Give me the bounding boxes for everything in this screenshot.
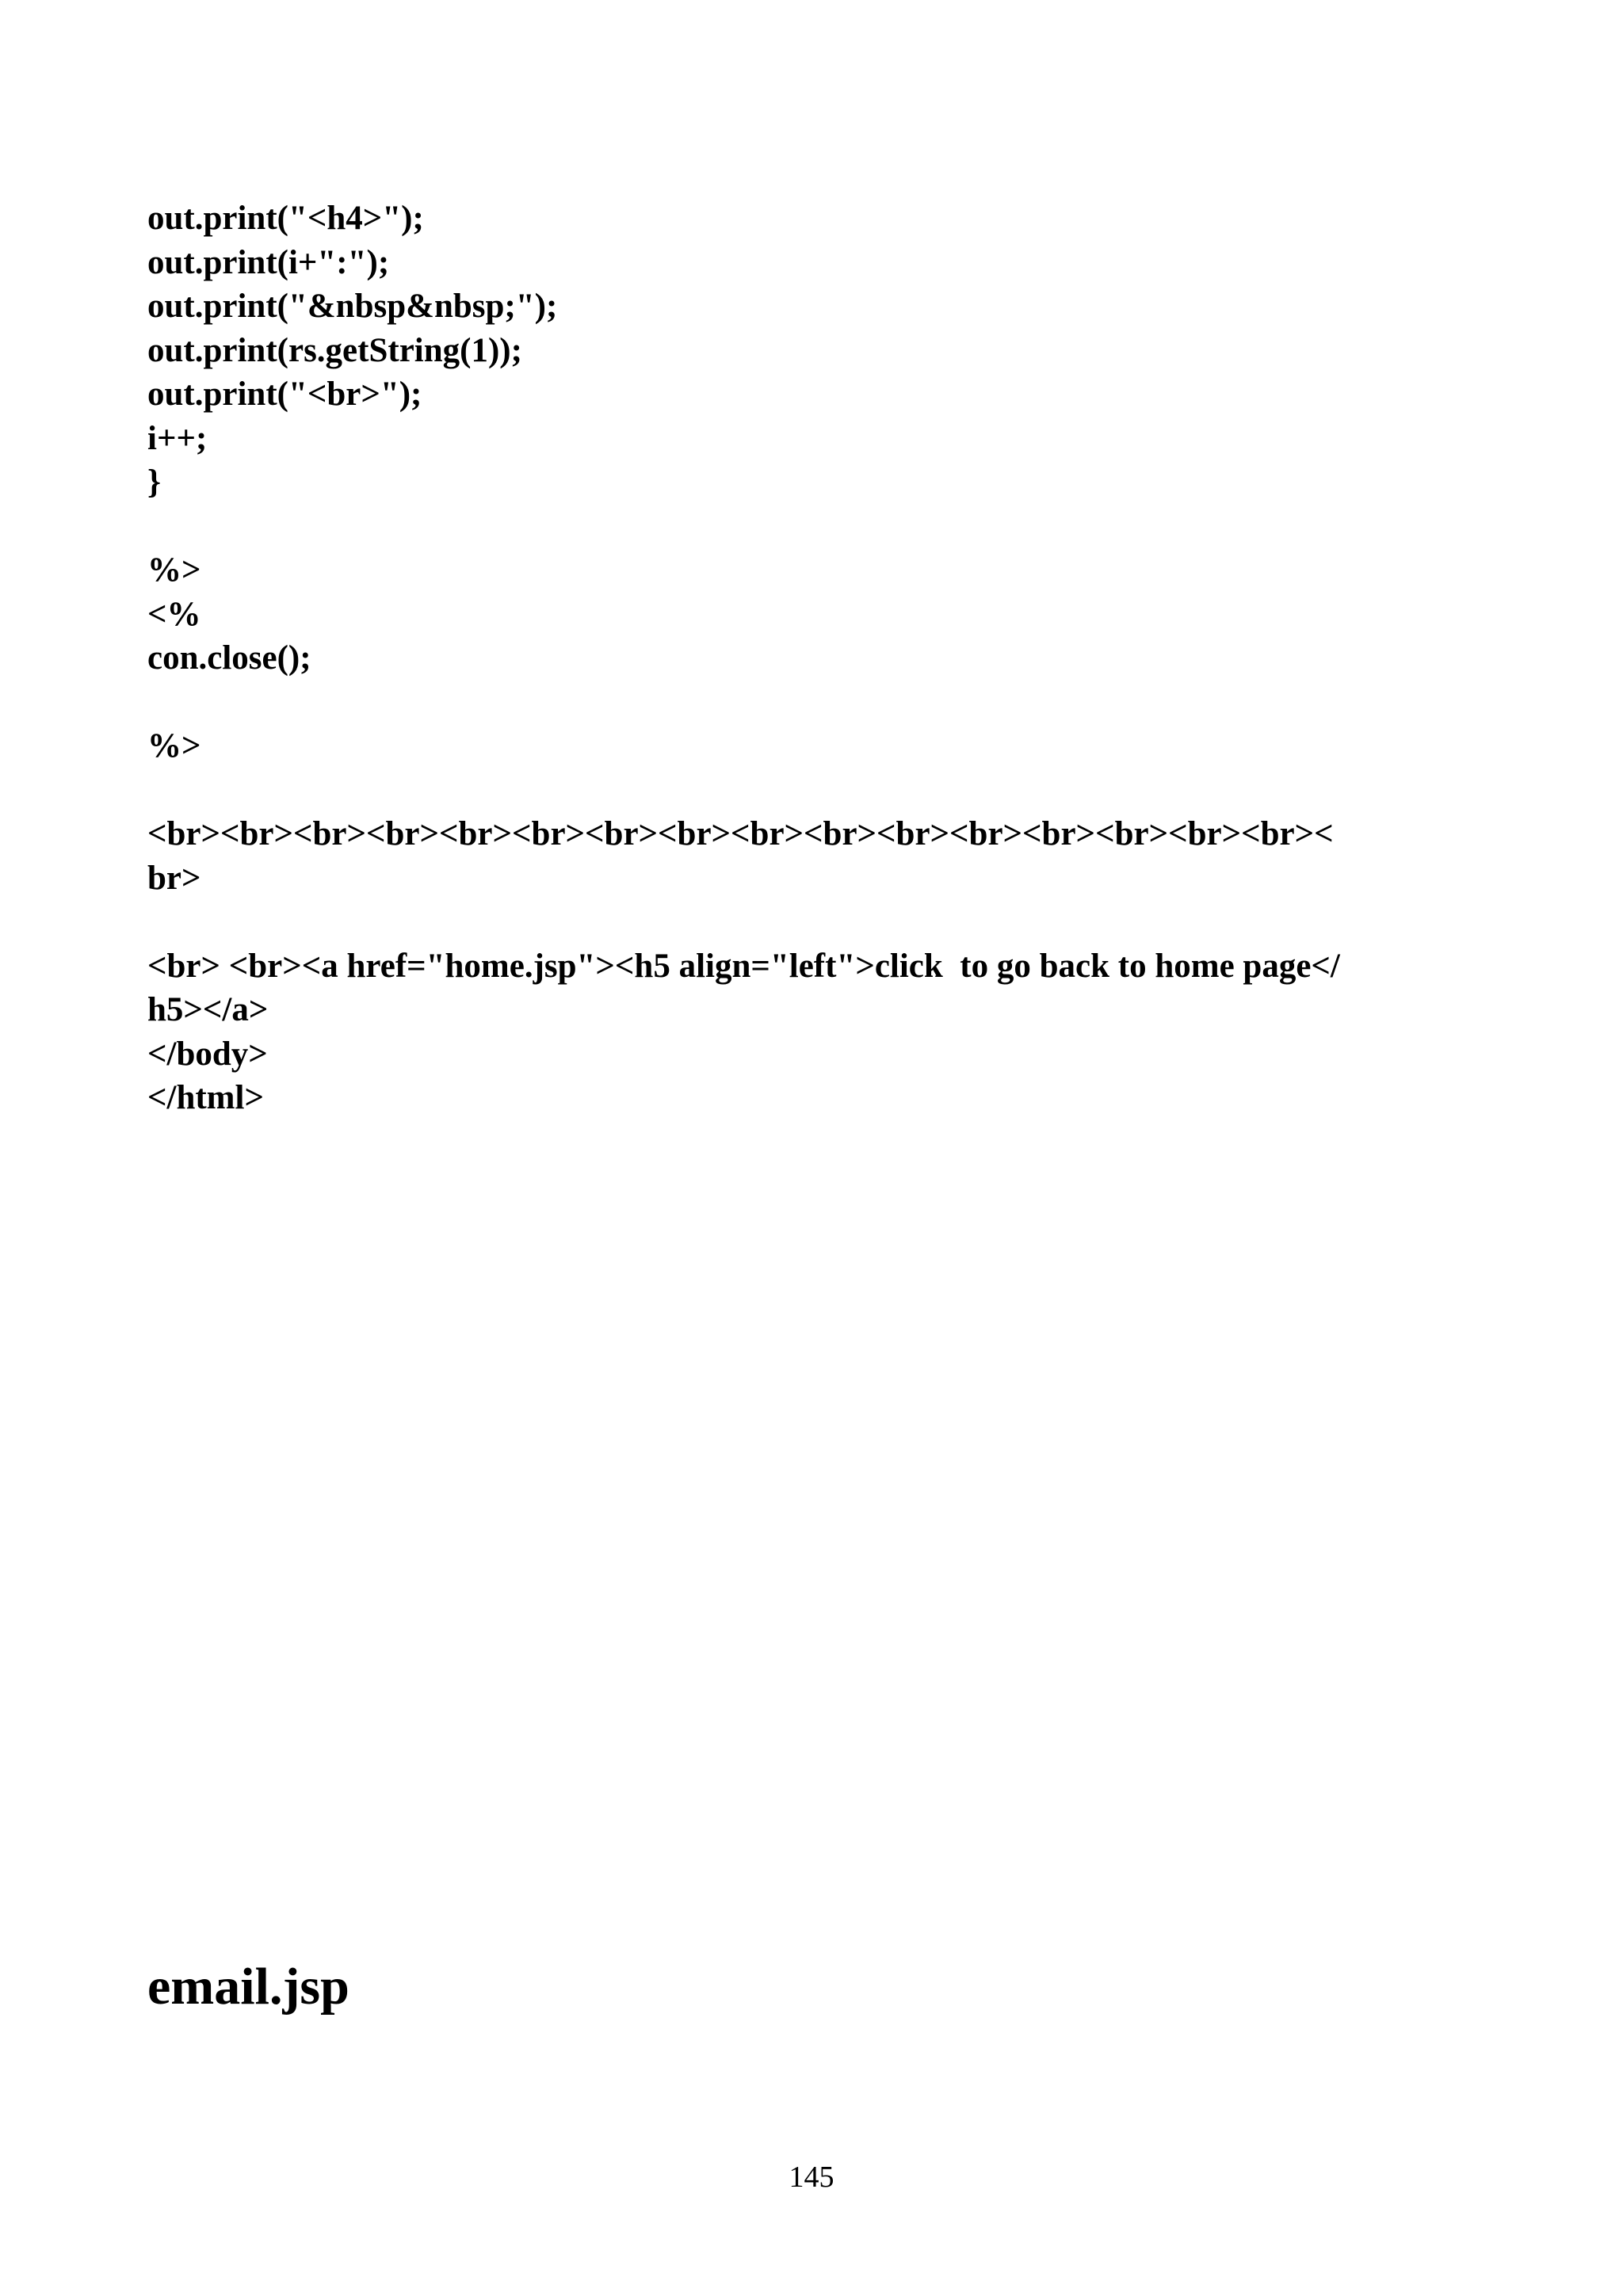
code-line-blank <box>147 900 1510 944</box>
code-line: %> <box>147 727 201 765</box>
page-number: 145 <box>789 2161 834 2194</box>
code-listing <box>147 196 1510 1120</box>
code-line: out.print("&nbsp&nbsp;"); <box>147 288 558 325</box>
code-line: out.print(i+":"); <box>147 243 390 281</box>
code-line-blank <box>147 505 1510 549</box>
code-line: <% <box>147 595 201 633</box>
code-line: h5></a> <box>147 991 269 1028</box>
code-line-blank <box>147 681 1510 725</box>
code-line: } <box>147 463 161 501</box>
code-line: <br> <br><a href="home.jsp"><h5 align="left">click to go back to home page</ <box>147 947 1340 985</box>
code-line: </body> <box>147 1035 268 1073</box>
code-line: br> <box>147 859 201 897</box>
code-line: out.print("<h4>"); <box>147 200 424 237</box>
code-line: out.print("<br>"); <box>147 376 422 413</box>
code-line-blank <box>147 769 1510 813</box>
code-line: out.print(rs.getString(1)); <box>147 331 522 369</box>
code-line: </html> <box>147 1079 264 1116</box>
code-line: %> <box>147 551 201 589</box>
code-line: <br><br><br><br><br><br><br><br><br><br><br><br><br><br><br><br>< <box>147 815 1334 852</box>
section-heading: email.jsp <box>147 1958 349 2016</box>
code-line: con.close(); <box>147 639 311 677</box>
code-line: i++; <box>147 419 208 457</box>
